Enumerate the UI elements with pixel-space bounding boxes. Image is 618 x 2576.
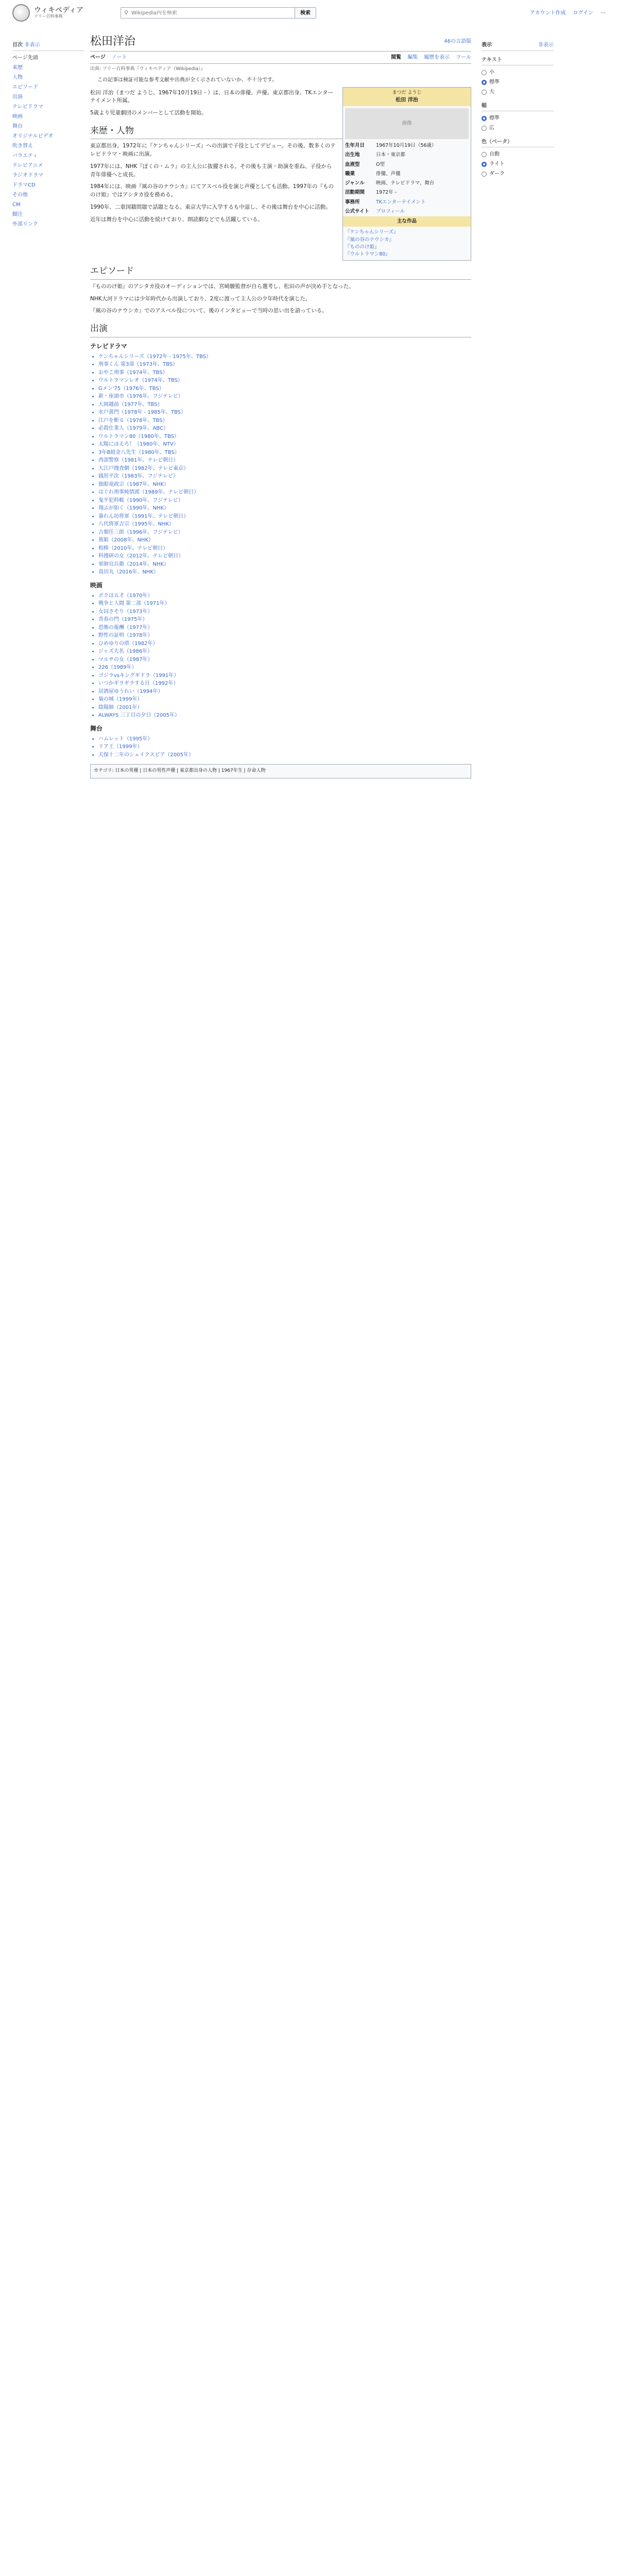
list-item[interactable]: • リア王（1999年） (98, 743, 471, 751)
site-name: ウィキペディア (34, 6, 84, 14)
episode-paragraph: NHK大河ドラマには少年時代から出演しており、2度に渡って主人公の少年時代を演じた。 (90, 295, 311, 302)
toc-item[interactable]: 来歴 (12, 65, 23, 71)
text-size-standard[interactable]: 標準 (482, 77, 554, 87)
list-item[interactable]: • 暴れん坊将軍（1991年、テレビ朝日） (98, 513, 471, 521)
tab-edit[interactable]: 編集 (407, 55, 418, 60)
list-item[interactable]: • 江戸を斬る（1978年、TBS） (98, 417, 471, 425)
globe-icon (12, 4, 30, 22)
list-item[interactable]: • ウルトラマンレオ（1974年、TBS） (98, 377, 471, 385)
toc-hide-button[interactable]: 非表示 (24, 42, 40, 48)
tab-tools[interactable]: ツール (456, 55, 471, 60)
width-heading: 幅 (482, 102, 554, 111)
infobox-works-title: 主な作品 (343, 216, 471, 227)
list-item[interactable]: • 大江戸捜査網（1982年、テレビ東京） (98, 465, 471, 473)
drama-list (98, 353, 471, 577)
list-item[interactable]: • おやこ刑事（1974年、TBS） (98, 369, 471, 377)
create-account-link[interactable]: アカウント作成 (529, 10, 566, 16)
toc-item[interactable]: その他 (12, 192, 28, 198)
list-item[interactable]: • 新・座頭市（1976年、フジテレビ） (98, 393, 471, 401)
list-item[interactable]: • 翔ぶが如く（1990年、NHK） (98, 504, 471, 513)
search-button[interactable]: 検索 (295, 8, 316, 18)
source-note: 出典: フリー百科事典『ウィキペディア（Wikipedia）』 (90, 66, 205, 72)
list-item[interactable]: • マルサの女（1987年） (98, 656, 471, 664)
career-paragraph: 1984年には、映画『風の谷のナウシカ』にてアスベル役を演じ声優としても活動。1997年の『もののけ姫』ではアシタカ役を務める。 (90, 183, 334, 198)
list-item[interactable]: • 西部警察（1981年、テレビ朝日） (98, 456, 471, 465)
list-item[interactable]: • 軍師官兵衛（2014年、NHK） (98, 561, 471, 569)
toc-item[interactable]: ページ先頭 (12, 55, 38, 61)
text-size-heading: テキスト (482, 56, 554, 65)
list-item[interactable]: • 3年B組金八先生（1980年、TBS） (98, 449, 471, 457)
intro-paragraph: 松田 洋治（まつだ ようじ、1967年10月19日 - ）は、日本の俳優、声優。東京都出身。TKエンターテイメント所属。 (90, 89, 333, 104)
infobox-row: 出生地 日本・東京都 (345, 152, 406, 158)
color-light[interactable]: ライト (482, 159, 554, 169)
language-button[interactable]: 46の言語版 (444, 39, 471, 44)
list-item[interactable]: • いつかギラギラする日（1992年） (98, 680, 471, 688)
list-item[interactable]: • 居酒屋ゆうれい（1994年） (98, 688, 471, 696)
color-dark[interactable]: ダーク (482, 169, 554, 179)
stage-list (98, 735, 471, 759)
hatnote: この記事は検証可能な参考文献や出典が全く示されていないか、不十分です。 (97, 77, 278, 83)
list-item[interactable]: • ボクは五才（1970年） (98, 592, 471, 600)
infobox-row: ジャンル 映画、テレビドラマ、舞台 (345, 180, 435, 186)
list-item[interactable]: • 大岡越前（1977年、TBS） (98, 401, 471, 409)
toc-item[interactable]: 脚注 (12, 212, 23, 217)
list-item[interactable]: • 刑事くん 第3部（1973年、TBS） (98, 361, 471, 369)
list-item[interactable]: • 太陽にほえろ！（1980年、NTV） (98, 440, 471, 449)
infobox-work[interactable]: 『ケンちゃんシリーズ』 (345, 229, 399, 235)
list-item[interactable]: • 陰陽師（2001年） (98, 704, 471, 712)
list-item[interactable]: • 戦争と人間 第二部（1971年） (98, 600, 471, 608)
appearance-panel (482, 41, 554, 179)
list-item[interactable]: • ウルトラマン80（1980年、TBS） (98, 433, 471, 441)
tab-history[interactable]: 履歴を表示 (424, 55, 450, 60)
list-item[interactable]: • 青春の門（1975年） (98, 616, 471, 624)
toc-item[interactable]: 出演 (12, 94, 23, 100)
infobox-row: 職業 俳優、声優 (345, 171, 401, 177)
toc-item[interactable]: テレビドラマ (12, 104, 43, 110)
tab-talk[interactable]: ノート (111, 55, 127, 60)
list-item[interactable]: • 相棒（2010年、テレビ朝日） (98, 545, 471, 553)
career-paragraph: 東京都出身。1972年に『ケンちゃんシリーズ』への出演で子役としてデビュー。その後、数多くのテレビドラマ・映画に出演。 (90, 143, 336, 157)
list-item[interactable]: • 銭形平次（1983年、フジテレビ） (98, 472, 471, 481)
list-item[interactable]: • 必殺仕業人（1979年、ABC） (98, 425, 471, 433)
search-input[interactable] (128, 10, 295, 16)
list-item[interactable]: • はぐれ刑事純情派（1989年、テレビ朝日） (98, 488, 471, 497)
search-box (121, 7, 316, 19)
toc-item[interactable]: ラジオドラマ (12, 173, 43, 178)
search-icon: ⚲ (124, 9, 129, 16)
main-content (90, 31, 471, 778)
list-item[interactable]: • ゴジラvsキングギドラ（1991年） (98, 672, 471, 680)
toc-item[interactable]: ドラマCD (12, 182, 36, 188)
episode-paragraph: 『風の谷のナウシカ』でのアスベル役について、後のインタビューで当時の思い出を語っている。 (90, 308, 328, 314)
list-item[interactable]: • 科捜研の女（2012年、テレビ朝日） (98, 552, 471, 561)
page-title: 松田洋治 46の言語版 (90, 31, 471, 52)
tab-read[interactable]: 閲覧 (391, 55, 402, 60)
list-item[interactable]: • 独眼竜政宗（1987年、NHK） (98, 481, 471, 489)
width-standard[interactable]: 標準 (482, 113, 554, 123)
color-auto[interactable]: 自動 (482, 149, 554, 159)
section-appearances: 出演 (90, 323, 471, 337)
infobox-row: 公式サイト プロフィール (345, 208, 405, 214)
list-item[interactable]: • 真田丸（2016年、NHK） (98, 568, 471, 577)
intro-paragraph: 5歳より児童劇団のメンバーとして活動を開始。 (90, 110, 207, 116)
subsection-film: 映画 (90, 581, 103, 589)
toc-title: 目次 非表示 (12, 41, 84, 51)
infobox-name: 松田 洋治 (396, 97, 418, 103)
toc-item[interactable]: CM (12, 202, 21, 208)
infobox-row: 活動期間 1972年 - (345, 190, 397, 196)
list-item[interactable]: • 野性の証明（1978年） (98, 632, 471, 640)
header (0, 0, 618, 26)
site-tagline: フリー百科事典 (34, 14, 63, 19)
film-list (98, 592, 471, 720)
infobox-row: 事務所 TKエンターテイメント (345, 199, 426, 205)
color-heading: 色（ベータ） (482, 138, 554, 147)
section-episode: エピソード (90, 265, 471, 280)
section-career: 来歴・人物 (90, 125, 471, 140)
list-item[interactable]: • ケンちゃんシリーズ（1972年 - 1975年、TBS） (98, 353, 471, 361)
tab-page[interactable]: ページ (90, 55, 106, 60)
list-item[interactable]: • ハムレット（1995年） (98, 735, 471, 743)
infobox (342, 87, 471, 261)
text-size-small[interactable]: 小 (482, 67, 554, 77)
list-item[interactable]: • 恐怖の報酬（1977年） (98, 624, 471, 632)
login-link[interactable]: ログイン (573, 10, 593, 16)
toc-item[interactable]: 人物 (12, 75, 23, 80)
infobox-row: 生年月日 1967年10月19日（56歳） (345, 143, 437, 148)
list-item[interactable]: • 八代将軍吉宗（1995年、NHK） (98, 520, 471, 529)
site-logo[interactable] (12, 4, 90, 22)
toc-item[interactable]: オリジナルビデオ (12, 133, 54, 139)
infobox-caption: まつだ ようじ (392, 90, 422, 95)
user-tools (530, 9, 606, 17)
appearance-hide-button[interactable]: 非表示 (538, 42, 554, 48)
career-paragraph: 1977年には、NHK『ぼくの・ムラ』の主人公に抜擢される。その後も主演・助演を重ね、子役から青年俳優へと成長。 (90, 163, 332, 178)
career-paragraph: 1990年、二重国籍問題で話題となる。東京大学に入学するも中退し、その後は舞台を中心に活動。 (90, 204, 331, 210)
more-icon[interactable]: ⋯ (600, 10, 606, 16)
infobox-work[interactable]: 『もののけ姫』 (345, 244, 380, 250)
list-item[interactable]: • 篤姫（2008年、NHK） (98, 536, 471, 545)
list-item[interactable]: • ALWAYS 三丁目の夕日（2005年） (98, 711, 471, 720)
table-of-contents (12, 41, 84, 229)
list-item[interactable]: • 鬼平犯科帳（1990年、フジテレビ） (98, 497, 471, 505)
list-item[interactable]: • 天保十二年のシェイクスピア（2005年） (98, 751, 471, 759)
width-wide[interactable]: 広 (482, 123, 554, 133)
toc-item[interactable]: テレビアニメ (12, 163, 43, 168)
infobox-work[interactable]: 『ウルトラマン80』 (345, 251, 390, 257)
career-paragraph: 近年は舞台を中心に活動を続けており、朗読劇などでも活躍している。 (90, 216, 263, 223)
list-item[interactable]: • ひめゆりの塔（1982年） (98, 640, 471, 648)
list-item[interactable]: • Gメン'75（1976年、TBS） (98, 385, 471, 393)
list-item[interactable]: • 梟の城（1999年） (98, 696, 471, 704)
list-item[interactable]: • 水戸黄門（1978年 - 1985年、TBS） (98, 409, 471, 417)
list-item[interactable]: • 女囚さそり（1973年） (98, 608, 471, 616)
subsection-stage: 舞台 (90, 724, 103, 732)
subsection-drama: テレビドラマ (90, 342, 127, 350)
page-tabs (90, 52, 471, 64)
toc-item[interactable]: 舞台 (12, 124, 23, 129)
list-item[interactable]: • 古畑任三郎（1996年、フジテレビ） (98, 529, 471, 537)
category-box: カテゴリ: 日本の男優 | 日本の男性声優 | 東京都出身の人物 | 1967年生 | 存命人物 (90, 764, 471, 778)
infobox-row: 血液型 O型 (345, 161, 385, 167)
text-size-large[interactable]: 大 (482, 87, 554, 97)
list-item[interactable]: • ジャズ大名（1986年） (98, 648, 471, 656)
toc-item[interactable]: 映画 (12, 114, 23, 120)
portrait-image: 画像 (345, 108, 469, 139)
list-item[interactable]: • 226（1989年） (98, 664, 471, 672)
toc-item[interactable]: バラエティ (12, 153, 38, 159)
toc-item[interactable]: 吹き替え (12, 143, 33, 149)
episode-paragraph: 『もののけ姫』のアシタカ役のオーディションでは、宮崎駿監督が自ら選考し、松田の声が決め手となった。 (90, 283, 354, 290)
appearance-title: 表示 (482, 42, 492, 48)
toc-item[interactable]: 外部リンク (12, 222, 38, 227)
infobox-work[interactable]: 『風の谷のナウシカ』 (345, 236, 394, 243)
toc-item[interactable]: エピソード (12, 84, 38, 90)
